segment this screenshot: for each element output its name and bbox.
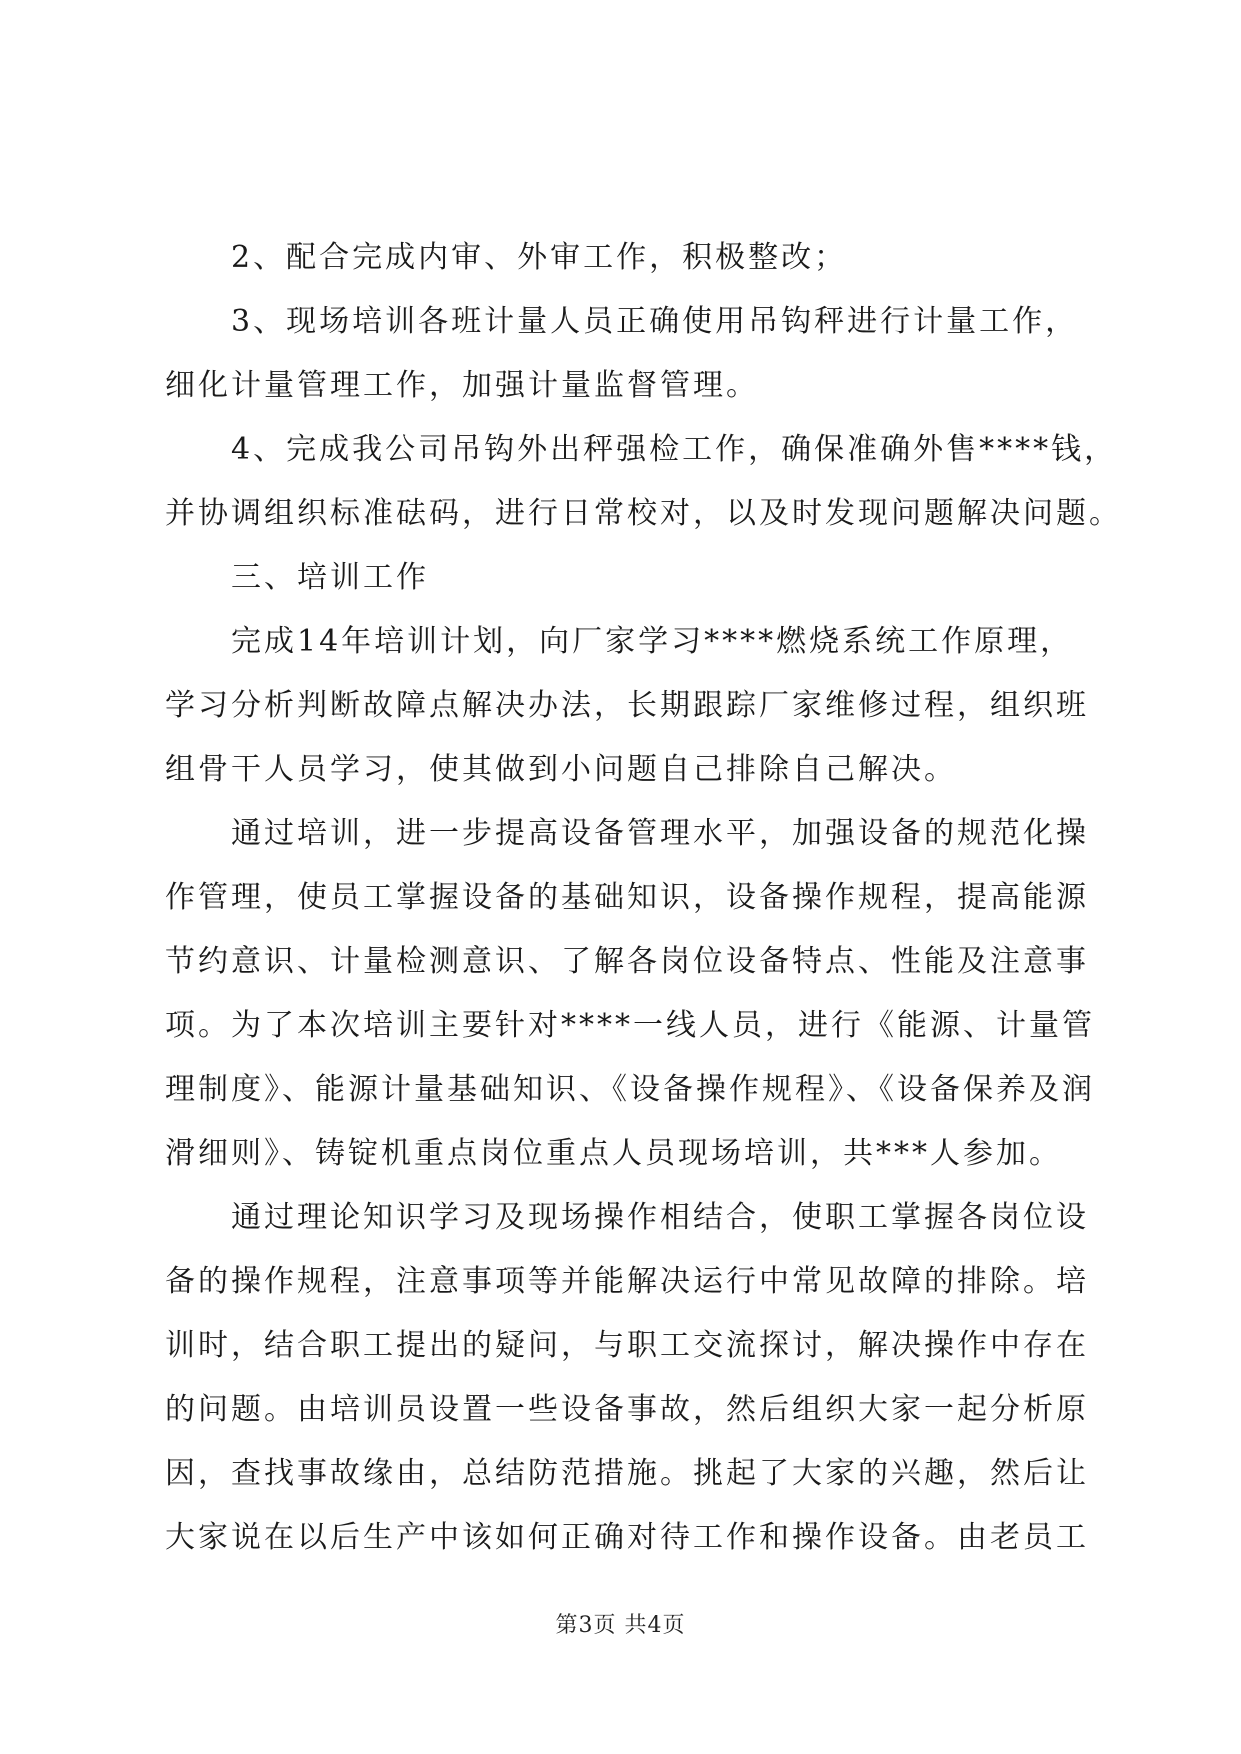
page-number-footer: 第3页 共4页 bbox=[555, 1613, 686, 1638]
body-line: 的问题。由培训员设置一些设备事故，然后组织大家一起分析原 bbox=[165, 1392, 1089, 1427]
body-line: 组骨干人员学习，使其做到小问题自己排除自己解决。 bbox=[165, 752, 957, 787]
body-line-item-2: 2、配合完成内审、外审工作，积极整改； bbox=[231, 240, 848, 275]
body-line: 并协调组织标准砝码，进行日常校对，以及时发现问题解决问题。 bbox=[165, 496, 1122, 531]
body-line: 滑细则》、铸锭机重点岗位重点人员现场培训，共***人参加。 bbox=[165, 1136, 1062, 1171]
body-line: 大家说在以后生产中该如何正确对待工作和操作设备。由老员工 bbox=[165, 1520, 1089, 1555]
body-line: 通过培训，进一步提高设备管理水平，加强设备的规范化操 bbox=[231, 816, 1089, 851]
body-line: 因，查找事故缘由，总结防范措施。挑起了大家的兴趣，然后让 bbox=[165, 1456, 1089, 1491]
document-body bbox=[165, 226, 1122, 1570]
body-line: 通过理论知识学习及现场操作相结合，使职工掌握各岗位设 bbox=[231, 1200, 1089, 1235]
body-line: 项。为了本次培训主要针对****一线人员，进行《能源、计量管 bbox=[165, 1008, 1095, 1043]
body-line: 学习分析判断故障点解决办法，长期跟踪厂家维修过程，组织班 bbox=[165, 688, 1089, 723]
body-line-item-4: 4、完成我公司吊钩外出秤强检工作，确保准确外售****钱， bbox=[231, 432, 1118, 467]
body-line: 训时，结合职工提出的疑问，与职工交流探讨，解决操作中存在 bbox=[165, 1328, 1089, 1363]
body-line: 节约意识、计量检测意识、了解各岗位设备特点、性能及注意事 bbox=[165, 944, 1089, 979]
body-line-item-3: 3、现场培训各班计量人员正确使用吊钩秤进行计量工作， bbox=[231, 304, 1079, 339]
body-line: 细化计量管理工作，加强计量监督管理。 bbox=[165, 368, 759, 403]
body-line: 理制度》、能源计量基础知识、《设备操作规程》、《设备保养及润 bbox=[165, 1072, 1095, 1107]
body-line: 作管理，使员工掌握设备的基础知识，设备操作规程，提高能源 bbox=[165, 880, 1089, 915]
body-line: 完成14年培训计划，向厂家学习****燃烧系统工作原理， bbox=[231, 624, 1074, 659]
section-heading-training: 三、培训工作 bbox=[231, 560, 429, 595]
body-line: 备的操作规程，注意事项等并能解决运行中常见故障的排除。培 bbox=[165, 1264, 1089, 1299]
